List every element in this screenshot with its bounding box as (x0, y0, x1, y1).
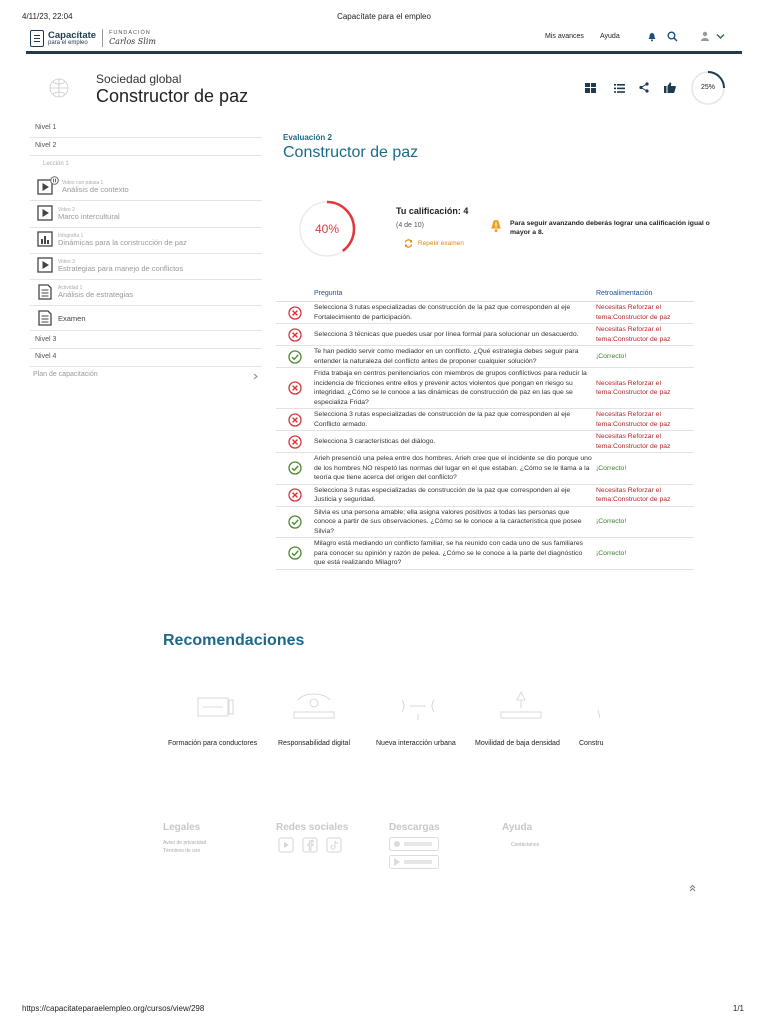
scroll-to-top-icon[interactable] (689, 884, 696, 892)
x-circle-icon (288, 328, 302, 342)
question-column-header: Pregunta (314, 288, 596, 302)
score-percentage: 40% (314, 222, 340, 236)
sidebar-item-type: Video con pausa 1 (62, 180, 104, 186)
thumbs-up-icon[interactable] (664, 82, 676, 93)
logo-signature: Carlos Slim (109, 37, 156, 46)
sidebar-item-type: Infografía 1 (58, 233, 84, 239)
logo-line2: para el empleo (48, 39, 88, 46)
feedback-cell[interactable]: Necesitas Reforzar el tema:Constructor de paz (596, 431, 694, 453)
feedback-cell: ¡Correcto! (596, 346, 694, 368)
recommendation-item[interactable]: Movilidad de baja densidad (475, 740, 560, 747)
sidebar-item-analisis-estrategias[interactable]: Análisis de estrategias (58, 290, 134, 299)
tiktok-icon[interactable] (326, 837, 342, 853)
footer-terms-link[interactable]: Términos de uso (163, 848, 201, 854)
warning-message: Para seguir avanzando deberás lograr una calificación igual o mayor a 8. (510, 220, 710, 236)
question-cell: Selecciona 3 rutas especializadas de construcción de la paz que corresponden al eje Conflicto armado. (314, 409, 596, 431)
status-cell (276, 346, 314, 368)
status-cell (276, 324, 314, 346)
retry-exam-label: Repetir examen (418, 240, 464, 247)
user-icon[interactable] (700, 31, 710, 41)
list-icon[interactable] (614, 84, 625, 93)
sidebar-item-marco-intercultural[interactable]: Marco intercultural (58, 212, 120, 221)
check-circle-icon (288, 546, 302, 560)
table-row (276, 453, 694, 485)
question-cell: Selecciona 3 técnicas que puedes usar por línea formal para solucionar un desacuerdo. (314, 324, 596, 346)
question-cell: Selecciona 3 rutas especializadas de construcción de la paz que corresponden al eje Fortalecimiento de participación. (314, 302, 596, 324)
table-row (276, 506, 694, 538)
grade-title: Tu calificación: 4 (396, 206, 469, 216)
share-icon[interactable] (639, 82, 649, 93)
status-cell (276, 538, 314, 570)
print-page-number: 1/1 (732, 1004, 744, 1013)
evaluation-title: Constructor de paz (283, 144, 419, 161)
recommendation-item[interactable]: Formación para conductores (168, 740, 258, 747)
feedback-cell[interactable]: Necesitas Reforzar el tema:Constructor de paz (596, 324, 694, 346)
table-row (276, 302, 694, 324)
course-progress-label: 25% (700, 84, 715, 91)
sidebar-item-analisis-contexto[interactable]: Análisis de contexto (62, 185, 129, 194)
status-cell (276, 506, 314, 538)
status-cell (276, 368, 314, 409)
x-circle-icon (288, 413, 302, 427)
status-cell (276, 453, 314, 485)
app-store-badge-icon[interactable] (389, 837, 439, 851)
question-cell: Silvia es una persona amable; ella asigna valores positivos a todas las personas que conoce a partir de sus observaciones. ¿Cómo se le conoce a la característica que posee Silvia? (314, 506, 596, 538)
feedback-cell: ¡Correcto! (596, 453, 694, 485)
logo-fundacion: FUNDACIÓN (109, 30, 151, 36)
x-circle-icon (288, 306, 302, 320)
retry-exam-button[interactable] (404, 239, 464, 248)
logo-line1: Capacítate (48, 29, 97, 41)
x-circle-icon (288, 435, 302, 449)
table-row (276, 484, 694, 506)
sidebar-level-1[interactable]: Nivel 1 (35, 124, 57, 131)
logo-mark-icon (30, 30, 44, 47)
course-subtitle: Sociedad global (96, 72, 182, 86)
status-cell (276, 484, 314, 506)
table-row (276, 431, 694, 453)
sidebar-level-4[interactable]: Nivel 4 (35, 353, 57, 360)
feedback-cell: ¡Correcto! (596, 538, 694, 570)
question-cell: Te han pedido servir como mediador en un conflicto. ¿Qué estrategia debes seguir para entender la naturaleza del conflicto antes de proponer cualquier solución? (314, 346, 596, 368)
footer-help-heading: Ayuda (502, 822, 533, 833)
check-circle-icon (288, 350, 302, 364)
sidebar-item-estrategias[interactable]: Estrategias para manejo de conflictos (58, 264, 184, 273)
bell-icon[interactable] (647, 32, 657, 42)
print-title: Capacítate para el empleo (337, 12, 431, 21)
x-circle-icon (288, 381, 302, 395)
feedback-column-header: Retroalimentación (596, 288, 694, 302)
feedback-cell[interactable]: Necesitas Reforzar el tema:Constructor de paz (596, 409, 694, 431)
question-cell: Arieh presenció una pelea entre dos hombres. Arieh cree que el incidente se dio porque uno de los hombres NO respetó las normas del lugar en el que estaban. ¿Cómo se le llama a la teoría que tiene acerca del origen del conflicto? (314, 453, 596, 485)
feedback-cell: ¡Correcto! (596, 506, 694, 538)
footer-privacy-link[interactable]: Aviso de privacidad (163, 840, 207, 846)
footer-social-heading: Redes sociales (276, 822, 349, 833)
table-row (276, 368, 694, 409)
nav-ayuda[interactable]: Ayuda (600, 33, 620, 40)
question-cell: Frida trabaja en centros penitenciarios con miembros de grupos conflictivos para reducir la incidencia de fricciones entre ellos y prevenir actos violentos que pongan en riesgo su integridad. ¿Cómo se le conoce a las dinámicas de construcción de paz en las que se especializa Frida? (314, 368, 596, 409)
footer-downloads-heading: Descargas (389, 822, 440, 833)
table-row (276, 409, 694, 431)
sidebar-item-type: Actividad 1 (58, 285, 83, 291)
question-cell: Milagro está mediando un conflicto familiar, se ha reunido con cada uno de sus familiares para conocer su opinión y razón de pelea. ¿Cómo se le conoce a la parte del diagnóstico que está realizando Milagro? (314, 538, 596, 570)
recommendations-title: Recomendaciones (163, 632, 305, 649)
recommendation-item[interactable]: Nueva interacción urbana (376, 740, 456, 747)
course-title: Constructor de paz (96, 86, 249, 106)
search-icon[interactable] (667, 31, 678, 42)
question-cell: Selecciona 3 rutas especializadas de construcción de la paz que corresponden al eje Justicia y seguridad. (314, 484, 596, 506)
feedback-cell[interactable]: Necesitas Reforzar el tema:Constructor de paz (596, 302, 694, 324)
youtube-icon[interactable] (278, 837, 294, 853)
print-date: 4/11/23, 22:04 (22, 12, 73, 21)
sidebar-level-2[interactable]: Nivel 2 (35, 142, 57, 149)
facebook-icon[interactable] (302, 837, 318, 853)
sidebar-item-type: Video 2 (58, 207, 75, 213)
feedback-cell[interactable]: Necesitas Reforzar el tema:Constructor de paz (596, 368, 694, 409)
sidebar-item-type: Video 3 (58, 259, 75, 265)
sidebar-lesson[interactable]: Lección 1 (43, 161, 69, 167)
recommendation-thumbnail-icon[interactable] (497, 690, 545, 722)
site-logo[interactable] (30, 28, 156, 48)
x-circle-icon (288, 488, 302, 502)
video-icon (37, 205, 53, 221)
question-cell: Selecciona 3 características del diálogo. (314, 431, 596, 453)
table-row (276, 538, 694, 570)
table-row (276, 346, 694, 368)
footer-contact-link[interactable]: Contáctanos (511, 842, 540, 848)
dashboard-icon[interactable] (585, 83, 596, 93)
nav-divider (26, 51, 742, 54)
sidebar-plan-link[interactable]: Plan de capacitación (33, 371, 98, 378)
nav-mis-avances[interactable]: Mis avances (545, 33, 584, 40)
status-cell (276, 302, 314, 324)
video-icon (37, 257, 53, 273)
pause-badge-icon (50, 176, 59, 185)
exam-icon (37, 310, 53, 326)
footer-legales-heading: Legales (163, 822, 201, 833)
table-row (276, 324, 694, 346)
recommendation-thumbnail-icon[interactable] (195, 690, 235, 722)
feedback-cell[interactable]: Necesitas Reforzar el tema:Constructor de paz (596, 484, 694, 506)
recommendation-thumbnail-icon[interactable] (290, 690, 338, 722)
sidebar-item-examen[interactable]: Examen (58, 314, 86, 323)
check-circle-icon (288, 461, 302, 475)
status-cell (276, 409, 314, 431)
infographic-icon (37, 231, 53, 247)
sidebar-item-dinamicas[interactable]: Dinámicas para la construcción de paz (58, 238, 187, 247)
course-illustration-icon (44, 72, 74, 104)
chevron-right-icon[interactable] (253, 373, 258, 380)
warning-bell-icon (489, 219, 503, 233)
sidebar-level-3[interactable]: Nivel 3 (35, 336, 57, 343)
evaluation-kicker: Evaluación 2 (283, 133, 332, 142)
print-url: https://capacitateparaelempleo.org/cursos/view/298 (22, 1004, 205, 1013)
results-table (276, 288, 694, 570)
table-header-row (276, 288, 694, 302)
retry-icon (404, 239, 413, 248)
recommendation-thumbnail-icon[interactable] (398, 690, 438, 722)
chevron-down-icon[interactable] (716, 33, 725, 40)
check-circle-icon (288, 515, 302, 529)
document-icon (37, 284, 53, 300)
recommendation-thumbnail-icon[interactable] (594, 690, 604, 722)
google-play-badge-icon[interactable] (389, 855, 439, 869)
status-column-header (276, 288, 314, 302)
status-cell (276, 431, 314, 453)
recommendation-item[interactable]: Constru (579, 740, 604, 747)
grade-count: (4 de 10) (396, 222, 425, 229)
recommendation-item[interactable]: Responsabilidad digital (278, 740, 350, 747)
